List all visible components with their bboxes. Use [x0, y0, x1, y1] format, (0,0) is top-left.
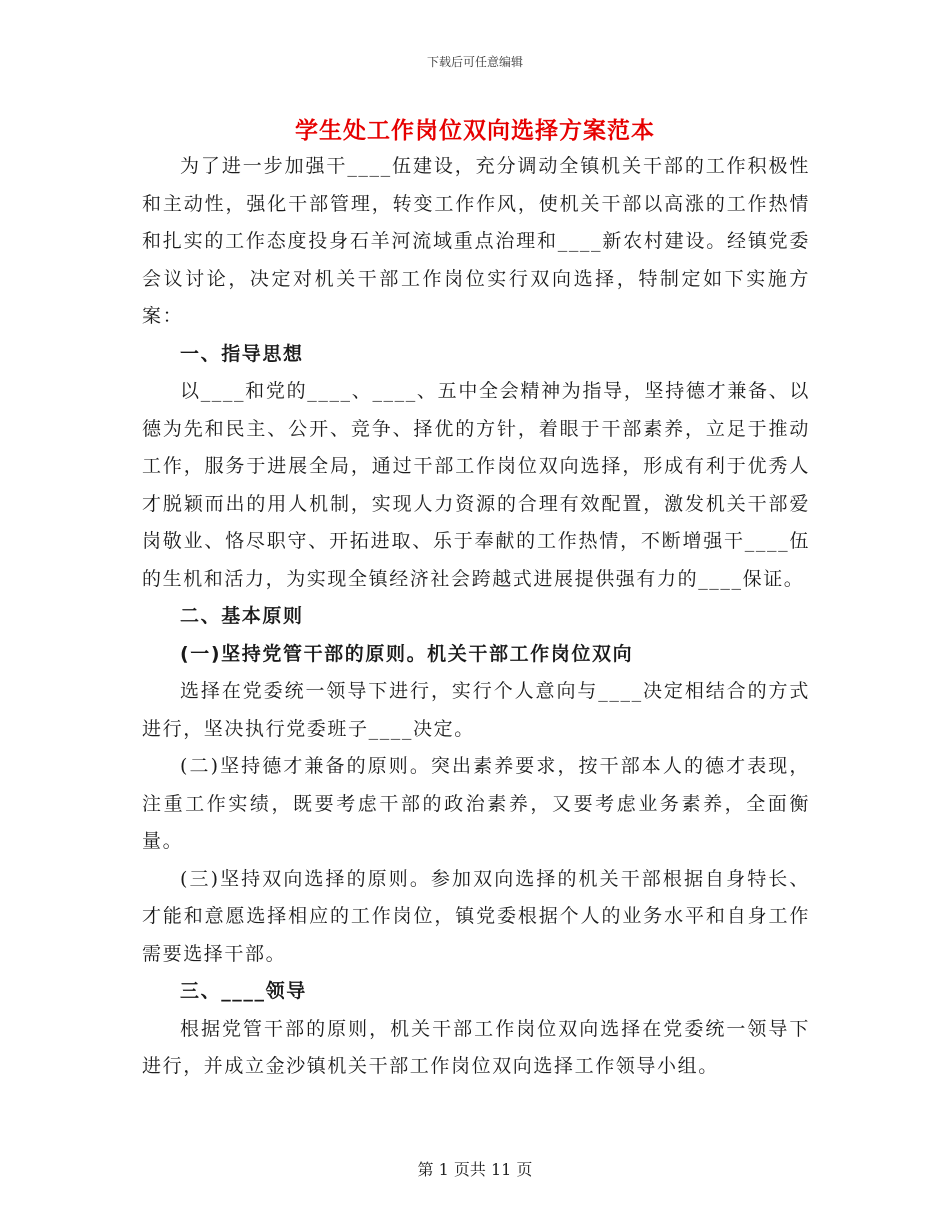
section-heading-leadership: 三、____领导 — [180, 980, 307, 1002]
document-title: 学生处工作岗位双向选择方案范本 — [295, 118, 655, 144]
header-note: 下载后可任意编辑 — [426, 55, 523, 69]
leadership-paragraph: 根据党管干部的原则，机关干部工作岗位双向选择在党委统一领导下进行，并成立金沙镇机关干部工作岗位双向选择工作领导小组。 — [142, 1017, 810, 1077]
principle-one-paragraph: 选择在党委统一领导下进行，实行个人意向与____决定相结合的方式进行，坚决执行党委班子____决定。 — [142, 680, 810, 740]
section-heading-guiding-thought: 一、指导思想 — [180, 342, 304, 365]
principle-two-paragraph: (二)坚持德才兼备的原则。突出素养要求，按干部本人的德才表现，注重工作实绩，既要考虑干部的政治素养，又要考虑业务素养，全面衡量。 — [142, 755, 810, 852]
principle-three-paragraph: (三)坚持双向选择的原则。参加双向选择的机关干部根据自身特长、才能和意愿选择相应的工作岗位，镇党委根据个人的业务水平和自身工作需要选择干部。 — [142, 867, 810, 965]
section-heading-basic-principles: 二、基本原则 — [180, 605, 304, 627]
guiding-thought-paragraph: 以____和党的____、____、五中全会精神为指导，坚持德才兼备、以德为先和民主、公开、竞争、择优的方针，着眼于干部素养，立足于推动工作，服务于进展全局，通过干部工作岗位双向选择，形成有利于优秀人才脱颖而出的用人机制，实现人力资源的合理有效配置，激发机关干部爱岗敬业、恪尽职守、开拓进取、乐于奉献的工作热情，不断增强干____伍的生机和活力，为实现全镇经济社会跨越式进展提供强有力的____保证。 — [142, 380, 810, 590]
page-number-footer: 第 1 页共 11 页 — [417, 1160, 533, 1179]
document-body — [142, 148, 810, 1086]
principle-one-heading: (一)坚持党管干部的原则。机关干部工作岗位双向 — [180, 642, 634, 665]
intro-paragraph: 为了进一步加强干____伍建设，充分调动全镇机关干部的工作积极性和主动性，强化干部管理，转变工作作风，使机关干部以高涨的工作热情和扎实的工作态度投身石羊河流域重点治理和____新农村建设。经镇党委会议讨论，决定对机关干部工作岗位实行双向选择，特制定如下实施方案： — [142, 155, 810, 327]
